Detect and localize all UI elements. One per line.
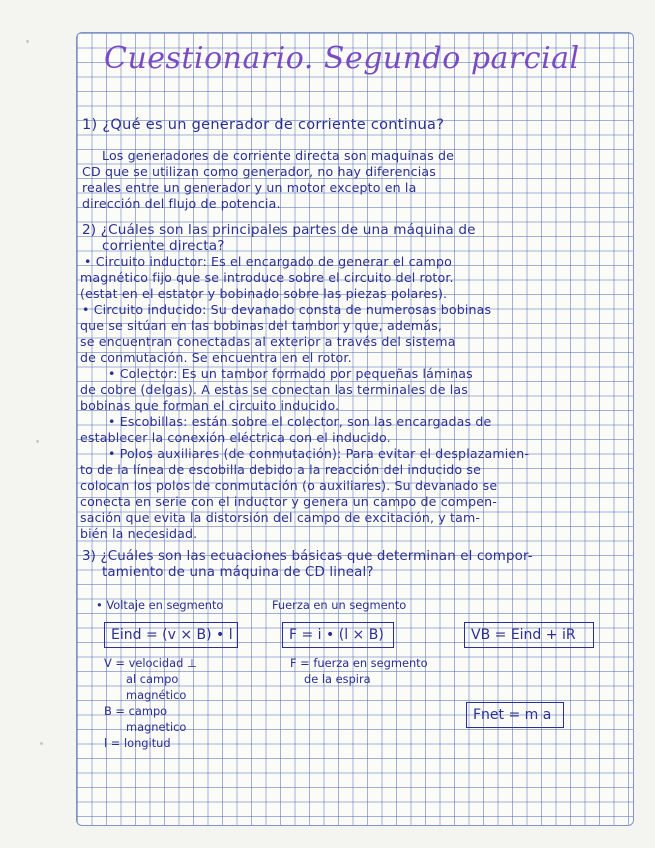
q1-answer-line: reales entre un generador y un motor excepto en la (82, 180, 417, 195)
q2-answer-line: • Colector: Es un tambor formado por pequeñas láminas (108, 366, 473, 381)
paper-speck (26, 40, 29, 43)
paper-speck (36, 440, 39, 443)
net-force-equation: Fnet = m a (466, 702, 564, 728)
q2-answer-line: que se sitúan en las bobinas del tambor y que, además, (80, 318, 443, 333)
force-legend-line: de la espira (304, 672, 371, 686)
q2-question-line: 2) ¿Cuáles son las principales partes de una máquina de (82, 222, 476, 238)
q1-answer-line: dirección del flujo de potencia. (82, 196, 281, 211)
q3-question-line: tamiento de una máquina de CD lineal? (102, 565, 374, 580)
q2-answer-line: de conmutación. Se encuentra en el rotor. (80, 350, 352, 365)
voltage-legend-line: B = campo (104, 704, 168, 718)
q2-answer-line: • Escobillas: están sobre el colector, son las encargadas de (108, 414, 492, 429)
force-equation: F = i • (l × B) (282, 622, 394, 648)
paper-speck (40, 742, 43, 745)
q2-answer-line: establecer la conexión eléctrica con el inducido. (80, 430, 391, 445)
q2-answer-line: colocan los polos de conmutación (o auxiliares). Su devanado se (80, 478, 498, 493)
q2-answer-line: to de la línea de escobilla debido a la reacción del inducido se (80, 462, 481, 477)
voltage-legend-line: al campo (126, 672, 179, 686)
voltage-legend-line: magnetico (126, 720, 187, 734)
voltage-legend-line: V = velocidad ⊥ (104, 656, 197, 670)
q2-answer-line: de cobre (delgas). A estas se conectan las terminales de las (80, 382, 468, 397)
voltage-heading: • Voltaje en segmento (96, 598, 224, 612)
induced-voltage-equation: Eind = (v × B) • l (104, 622, 238, 648)
q1-question: 1) ¿Qué es un generador de corriente continua? (82, 117, 445, 133)
q2-answer-line: bién la necesidad. (80, 526, 198, 541)
q1-answer-line: Los generadores de corriente directa son maquinas de (102, 148, 455, 163)
voltage-legend-line: l = longitud (104, 736, 171, 750)
q2-answer-line: magnético fijo que se introduce sobre el circuito del rotor. (80, 270, 454, 285)
force-legend-line: F = fuerza en segmento (290, 656, 428, 670)
force-heading: Fuerza en un segmento (272, 598, 407, 612)
q2-answer-line: bobinas que forman el circuito inducido. (80, 398, 340, 413)
q2-answer-line: • Polos auxiliares (de conmutación): Para evitar el desplazamien- (108, 446, 530, 461)
q2-answer-line: conecta en serie con el inductor y genera un campo de compen- (80, 494, 497, 509)
voltage-legend-line: magnético (126, 688, 187, 702)
q3-question-line: 3) ¿Cuáles son las ecuaciones básicas que determinan el compor- (82, 549, 533, 564)
q2-answer-line: (estat en el estator y bobinado sobre las piezas polares). (80, 286, 448, 301)
q2-answer-line: • Circuito inductor: Es el encargado de generar el campo (84, 254, 452, 269)
terminal-voltage-equation: VB = Eind + iR (464, 622, 594, 648)
q2-question-line: corriente directa? (102, 238, 225, 254)
q2-answer-line: sación que evita la distorsión del campo de excitación, y tam- (80, 510, 481, 525)
page-title: Cuestionario. Segundo parcial (104, 41, 580, 76)
q2-answer-line: se encuentran conectadas al exterior a través del sistema (80, 334, 456, 349)
q1-answer-line: CD que se utilizan como generador, no hay diferencias (82, 164, 436, 179)
q2-answer-line: • Circuito inducido: Su devanado consta de numerosas bobinas (82, 302, 492, 317)
